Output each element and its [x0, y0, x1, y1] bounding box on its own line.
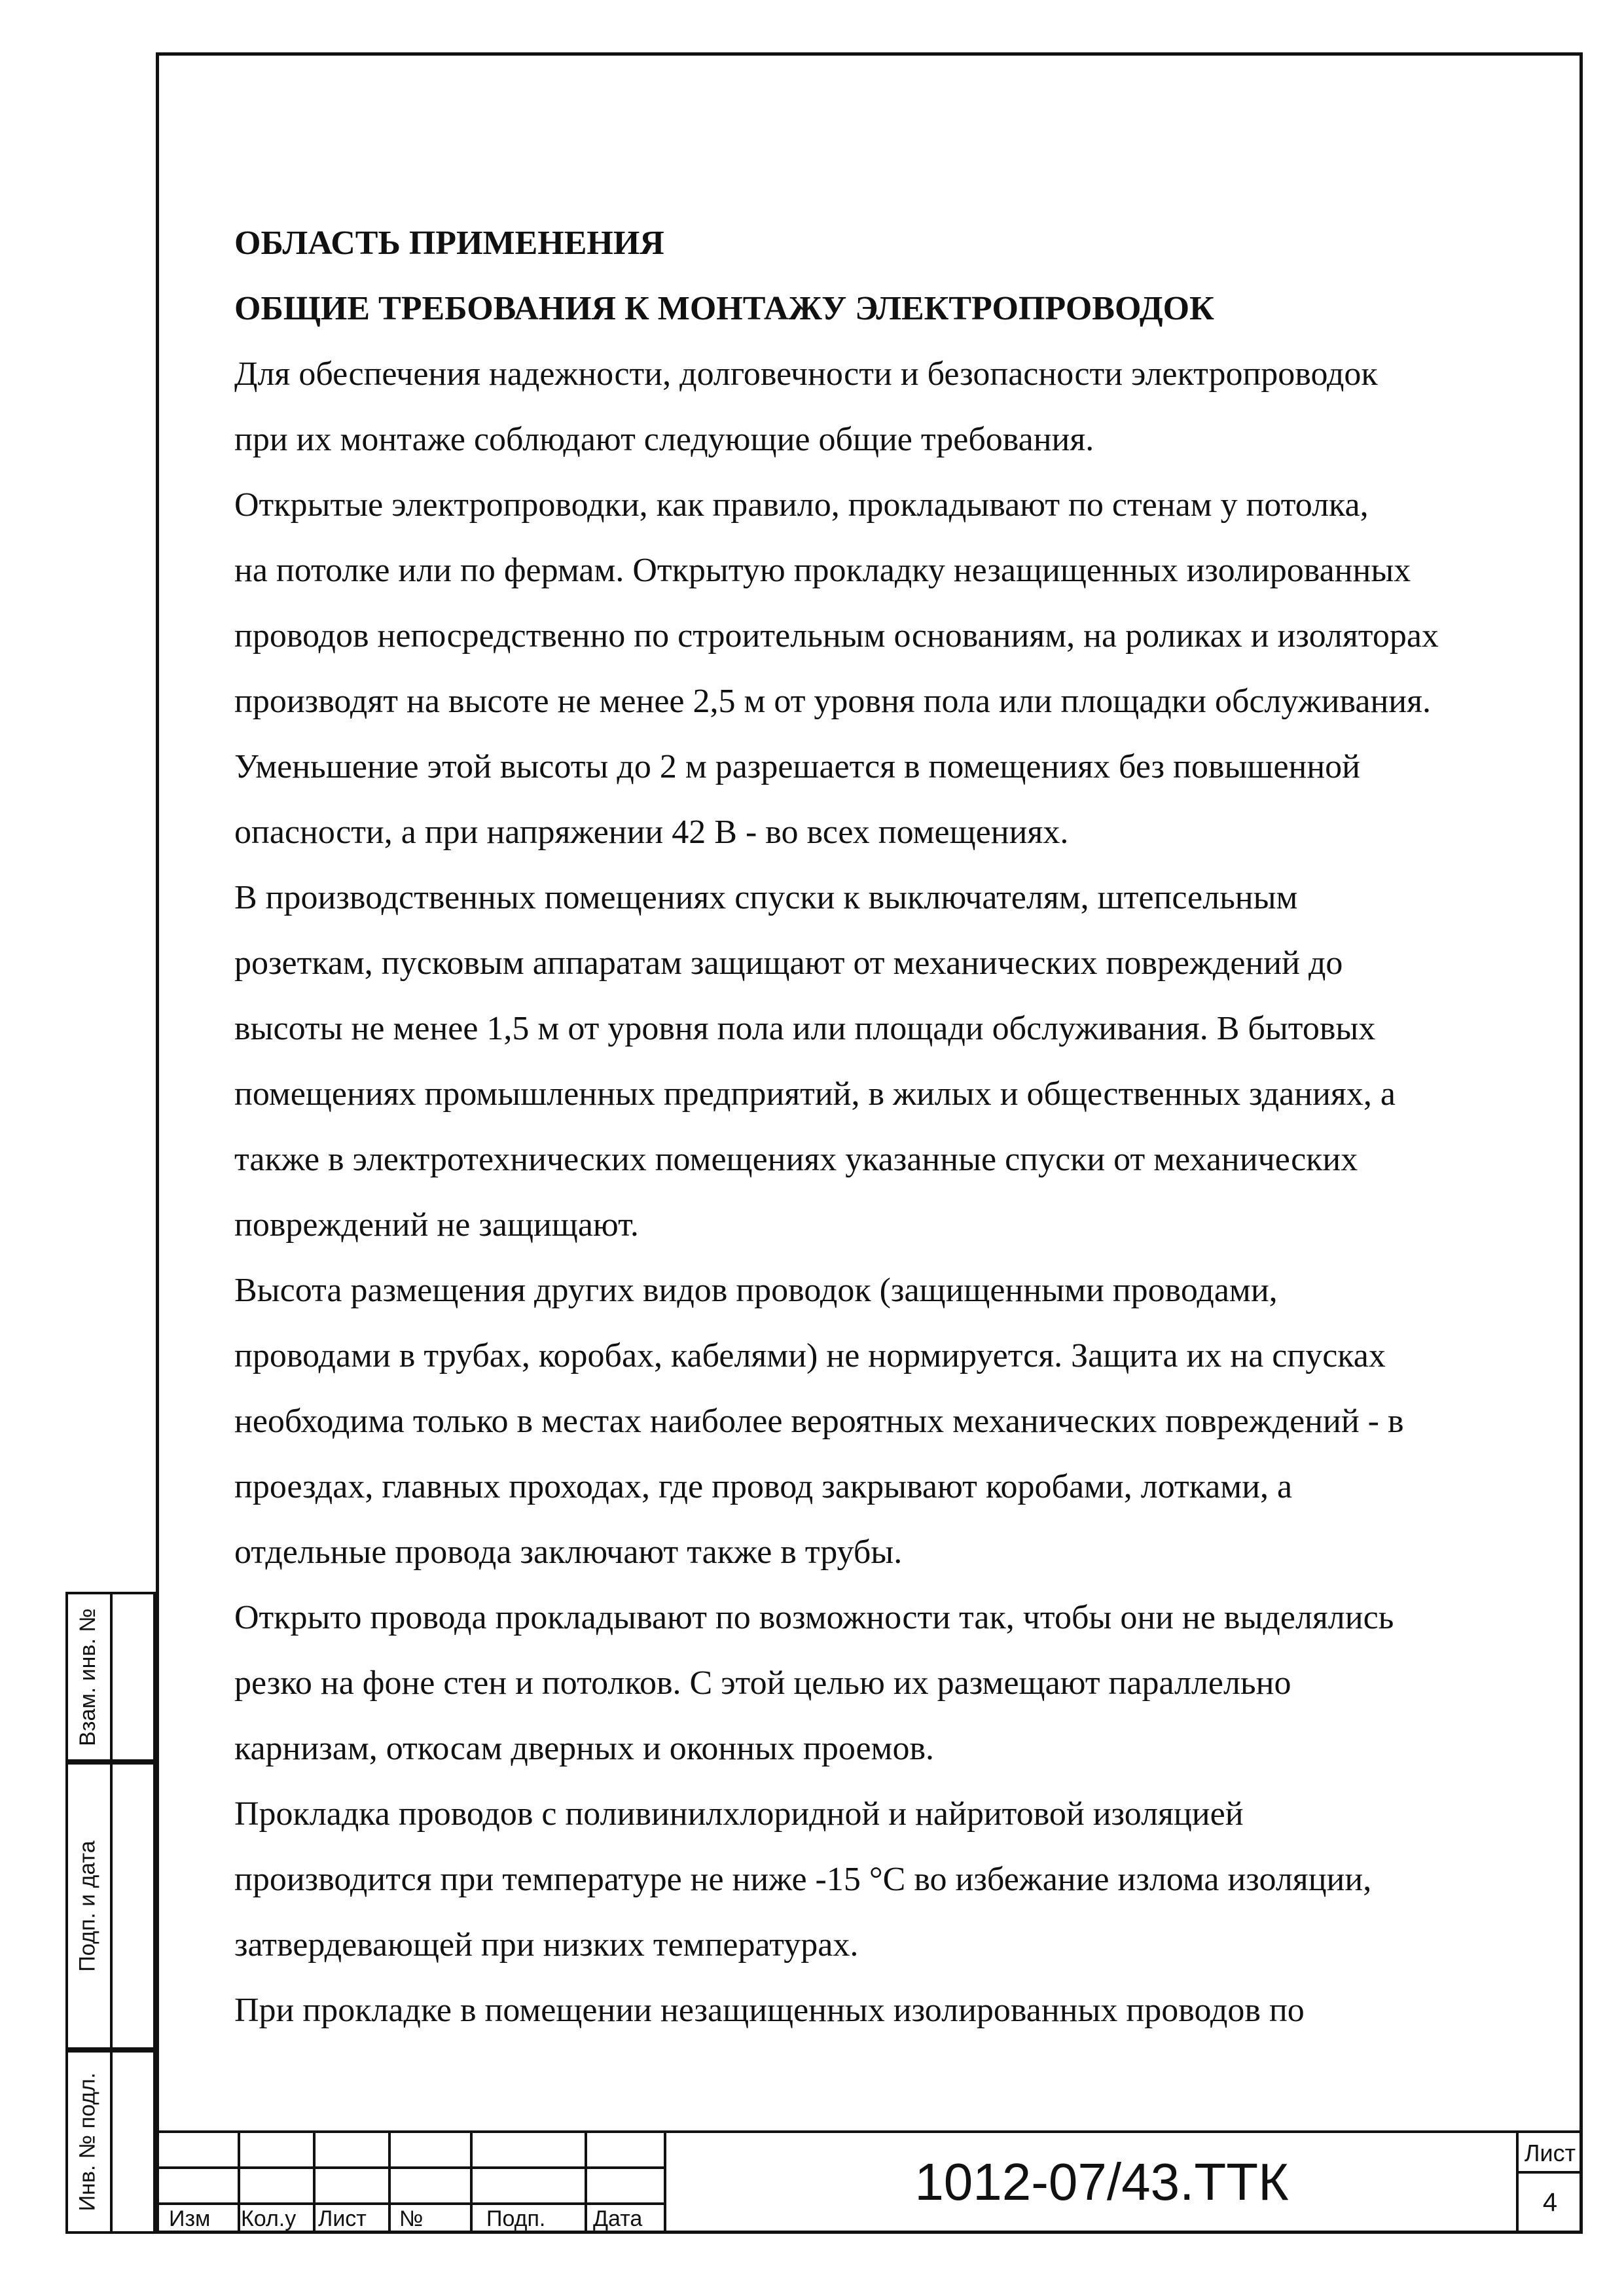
side-value-cell [110, 2050, 156, 2234]
col-header-data: Дата [593, 2206, 643, 2231]
section-heading: ОБЩИЕ ТРЕБОВАНИЯ К МОНТАЖУ ЭЛЕКТРОПРОВОДОК [234, 290, 1214, 327]
text-line: Прокладка проводов с поливинилхлоридной и найритовой изоляцией [234, 1795, 1244, 1833]
title-block-col-line [388, 2130, 391, 2234]
text-line: Открытые электропроводки, как правило, прокладывают по стенам у потолка, [234, 486, 1369, 524]
text-line: при их монтаже соблюдают следующие общие требования. [234, 421, 1094, 458]
side-box-podp-data [65, 1762, 156, 2050]
col-header-num: № [399, 2206, 424, 2231]
text-line: розеткам, пусковым аппаратам защищают от механических повреждений до [234, 944, 1343, 982]
paragraph [195, 473, 1550, 865]
side-label-podp-data: Подп. и дата [75, 1840, 100, 1972]
text-line: затвердевающей при низких температурах. [234, 1926, 859, 1964]
text-line: Высота размещения других видов проводок (защищенными проводами, [234, 1272, 1278, 1309]
text-line: высоты не менее 1,5 м от уровня пола или площади обслуживания. В бытовых [234, 1010, 1376, 1047]
side-label-zam-inv: Взам. инв. № [75, 1607, 100, 1746]
text-line: резко на фоне стен и потолков. С этой целью их размещают параллельно [234, 1664, 1291, 1702]
paragraph [195, 342, 1550, 473]
text-line: опасности, а при напряжении 42 В - во всех помещениях. [234, 814, 1069, 851]
side-value-cell [110, 1592, 156, 1762]
text-line: помещениях промышленных предприятий, в жилых и общественных зданиях, а [234, 1075, 1396, 1113]
side-value-cell [110, 1762, 156, 2050]
paragraph [195, 1978, 1550, 2043]
col-header-izm: Изм [169, 2206, 211, 2231]
text-line: Для обеспечения надежности, долговечности и безопасности электропроводок [234, 355, 1378, 393]
text-line: производится при температуре не ниже -15 °С во избежание излома изоляции, [234, 1861, 1372, 1898]
paragraph [195, 865, 1550, 1258]
sheet-label: Лист [1524, 2140, 1576, 2166]
title-block-col-line [313, 2130, 316, 2234]
text-line: При прокладке в помещении незащищенных изолированных проводов по [234, 1992, 1305, 2029]
text-line: проводов непосредственно по строительным основаниям, на роликах и изоляторах [234, 617, 1439, 655]
section-heading: ОБЛАСТЬ ПРИМЕНЕНИЯ [234, 224, 664, 262]
text-line: также в электротехнических помещениях указанные спуски от механических [234, 1141, 1358, 1178]
title-block [156, 2130, 1583, 2234]
paragraph [195, 1258, 1550, 1585]
col-header-podp: Подп. [486, 2206, 546, 2231]
col-header-list: Лист [318, 2206, 367, 2231]
text-line: карнизам, откосам дверных и оконных проемов. [234, 1730, 934, 1767]
title-block-col-line [238, 2130, 240, 2234]
side-box-zam-inv [65, 1592, 156, 1762]
text-line: необходима только в местах наиболее вероятных механических повреждений - в [234, 1403, 1404, 1440]
text-line: проводами в трубах, коробах, кабелями) не нормируется. Защита их на спусках [234, 1337, 1386, 1374]
side-label-inv-podl: Инв. № подл. [75, 2072, 100, 2212]
text-line: производят на высоте не менее 2,5 м от уровня пола или площадки обслуживания. [234, 683, 1432, 720]
col-header-kolu: Кол.у [241, 2206, 297, 2231]
text-line: повреждений не защищают. [234, 1206, 639, 1244]
text-line: Уменьшение этой высоты до 2 м разрешается в помещениях без повышенной [234, 748, 1361, 785]
side-box-inv-podl [65, 2050, 156, 2234]
document-body [195, 211, 1550, 2043]
text-line: Открыто провода прокладывают по возможности так, чтобы они не выделялись [234, 1599, 1394, 1636]
sheet-number: 4 [1542, 2187, 1558, 2217]
title-block-col-line [585, 2130, 587, 2234]
text-line: отдельные провода заключают также в трубы. [234, 1534, 903, 1571]
text-line: В производственных помещениях спуски к выключателям, штепсельным [234, 879, 1298, 916]
title-block-col-line [470, 2130, 473, 2234]
paragraph [195, 1782, 1550, 1978]
text-line: на потолке или по фермам. Открытую прокладку незащищенных изолированных [234, 552, 1411, 589]
title-block-row-line [156, 2202, 666, 2205]
document-code: 1012-07/43.ТТК [914, 2153, 1289, 2211]
title-block-row-line [156, 2166, 666, 2169]
text-line: проездах, главных проходах, где провод закрывают коробами, лотками, а [234, 1468, 1293, 1505]
paragraph [195, 1585, 1550, 1782]
